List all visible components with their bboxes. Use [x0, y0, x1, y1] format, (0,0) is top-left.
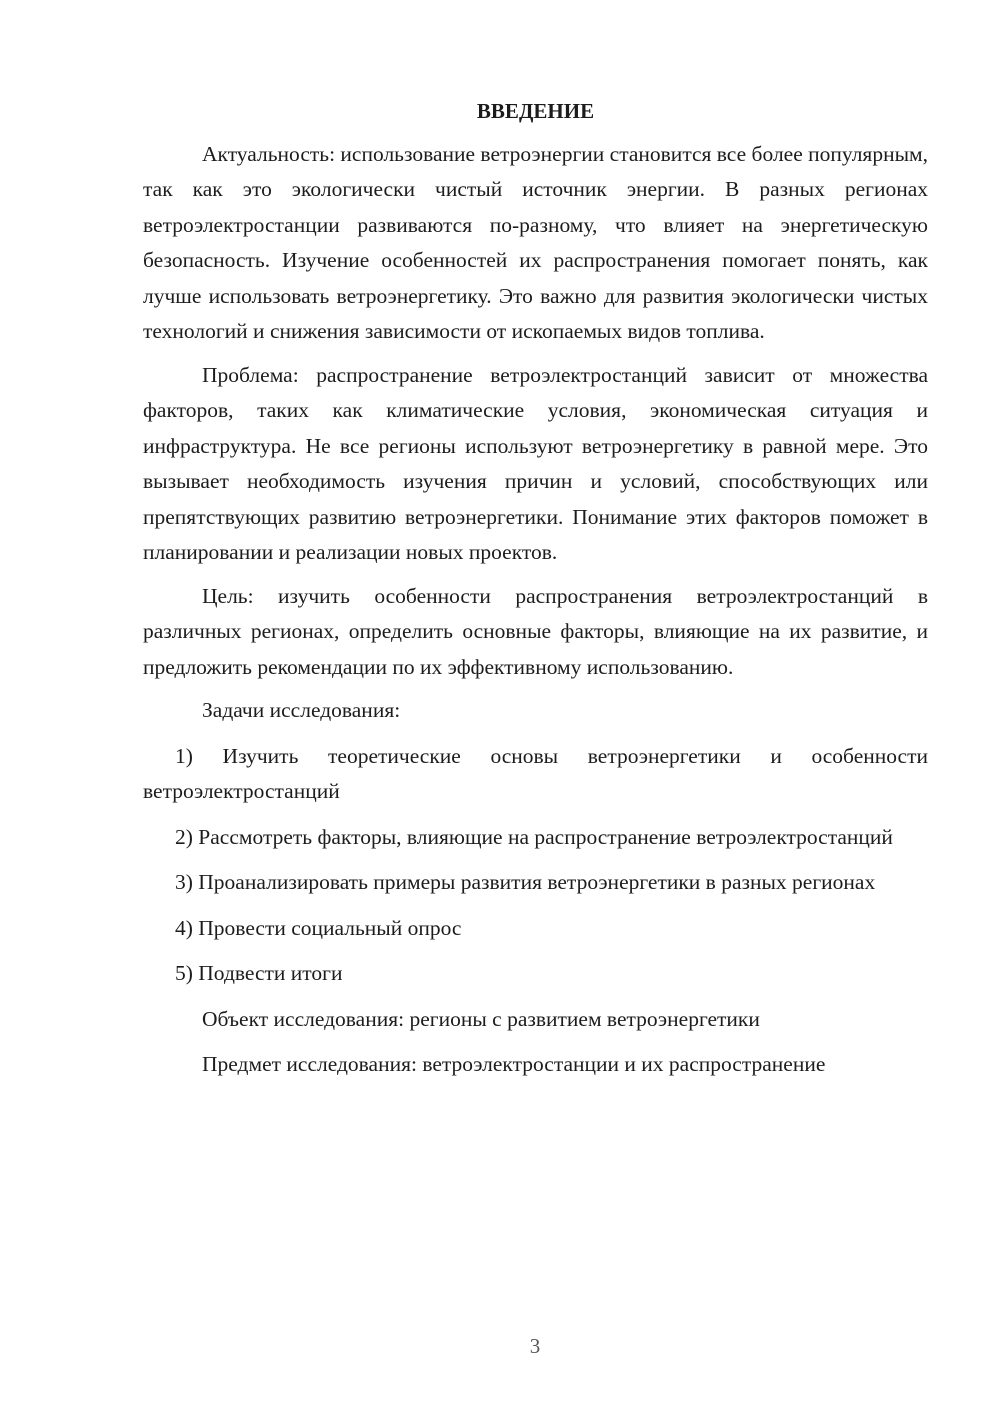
research-subject: Предмет исследования: ветроэлектростанции и их распространение	[202, 1052, 826, 1076]
task-item-2: 2) Рассмотреть факторы, влияющие на распространение ветроэлектростанций	[175, 824, 893, 849]
page-number: 3	[529, 1334, 541, 1358]
relevance-paragraph: Актуальность: использование ветроэнергии становится все более популярным, так как это экологически чистый источник энергии. В разных регионах ветроэлектростанции развиваются по-разному, что влияет на энергетическую безопасность. Изучение особенностей их распространения помогает понять, как лучше использовать ветроэнергетику. Это важно для развития экологически чистых технологий и снижения зависимости от ископаемых видов топлива.	[143, 141, 928, 343]
page-title: ВВЕДЕНИЕ	[476, 99, 595, 123]
page-content	[143, 94, 928, 1093]
problem-paragraph: Проблема: распространение ветроэлектростанций зависит от множества факторов, таких как климатические условия, экономическая ситуация и инфраструктура. Не все регионы используют ветроэнергетику в равной мере. Это вызывает необходимость изучения причин и условий, способствующих или препятствующих развитию ветроэнергетики. Понимание этих факторов поможет в планировании и реализации новых проектов.	[143, 362, 928, 564]
research-object: Объект исследования: регионы с развитием ветроэнергетики	[202, 1006, 760, 1031]
task-item-3: 3) Проанализировать примеры развития ветроэнергетики в разных регионах	[175, 870, 876, 894]
goal-paragraph: Цель: изучить особенности распространения ветроэлектростанций в различных регионах, определить основные факторы, влияющие на их развитие, и предложить рекомендации по их эффективному использованию.	[143, 583, 928, 679]
tasks-heading: Задачи исследования:	[202, 698, 401, 722]
task-item-5: 5) Подвести итоги	[175, 961, 343, 985]
task-item-4: 4) Провести социальный опрос	[175, 915, 462, 940]
task-item-1: 1) Изучить теоретические основы ветроэнергетики и особенности ветроэлектростанций	[143, 743, 928, 803]
